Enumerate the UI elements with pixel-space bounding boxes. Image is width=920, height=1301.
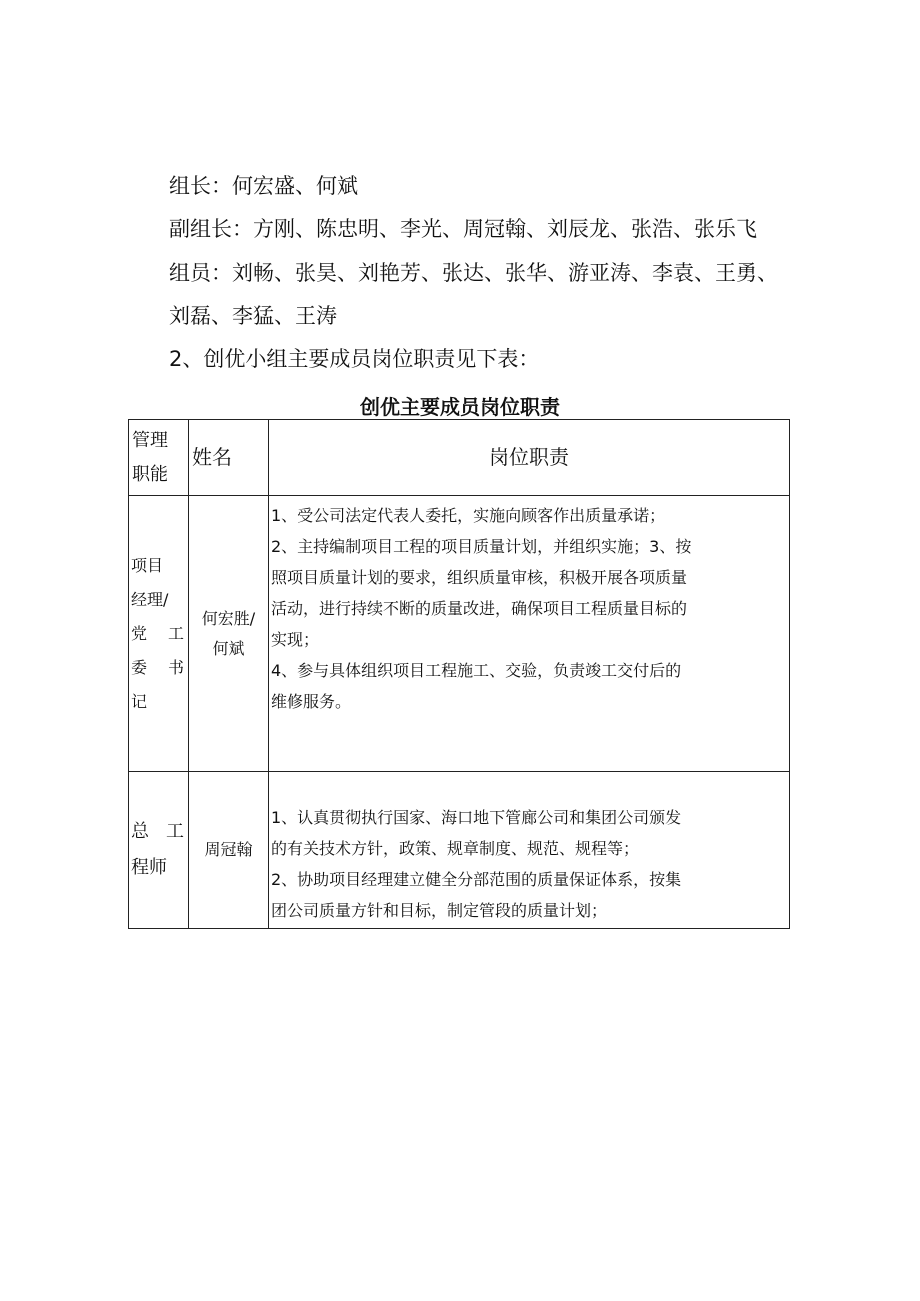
role-char: 党 [131, 623, 148, 643]
name-line: 周冠翰 [204, 840, 253, 859]
role-char: 总 [131, 821, 149, 842]
table-row [129, 496, 790, 772]
members-line-1: 组员：刘畅、张昊、刘艳芳、张达、张华、游亚涛、李袁、王勇、 [169, 261, 778, 285]
members-line-2: 刘磊、李猛、王涛 [169, 304, 337, 328]
duty-line: 活动，进行持续不断的质量改进，确保项目工程质量目标的 [271, 599, 688, 618]
duty-line: 维修服务。 [271, 692, 352, 711]
duty-cell [269, 496, 790, 772]
duty-cell [269, 772, 790, 929]
header-role-line-2: 职能 [132, 463, 168, 485]
role-line: 项目 [131, 555, 164, 575]
name-line: 何斌 [212, 638, 245, 658]
role-line: 记 [131, 691, 148, 711]
table-row [129, 772, 790, 929]
duty-line: 团公司质量方针和目标，制定管段的质量计划； [271, 901, 608, 920]
header-name-cell: 姓名 [189, 420, 269, 496]
role-line-spread [131, 617, 188, 651]
deputy-leader-line: 副组长：方刚、陈忠明、李光、周冠翰、刘辰龙、张浩、张乐飞 [169, 217, 757, 241]
duty-line: 4、参与具体组织项目工程施工、交验，负责竣工交付后的 [271, 661, 682, 680]
duty-line: 2、主持编制项目工程的项目质量计划，并组织实施；3、按 [271, 537, 692, 556]
role-char: 书 [167, 657, 184, 677]
role-line-spread [131, 814, 188, 850]
header-role-cell [129, 420, 189, 496]
role-char: 委 [131, 657, 148, 677]
duty-line: 1、认真贯彻执行国家、海口地下管廊公司和集团公司颁发 [271, 808, 682, 827]
duties-table [128, 419, 790, 929]
table-header-row [129, 420, 790, 496]
role-char: 工 [166, 821, 184, 842]
role-char: 工 [167, 623, 184, 643]
name-cell [189, 772, 269, 929]
role-cell-project-manager [129, 496, 189, 772]
leader-line: 组长：何宏盛、何斌 [169, 174, 358, 198]
header-role-line-1: 管理 [132, 429, 168, 451]
duty-line: 1、受公司法定代表人委托，实施向顾客作出质量承诺； [271, 506, 666, 525]
table-caption: 创优主要成员岗位职责 [360, 395, 560, 419]
role-line: 经理/ [131, 589, 169, 609]
duty-line: 照项目质量计划的要求，组织质量审核，积极开展各项质量 [271, 568, 688, 587]
name-cell [189, 496, 269, 772]
role-line: 程师 [131, 857, 167, 878]
header-duty-cell: 岗位职责 [269, 420, 790, 496]
role-cell-chief-engineer [129, 772, 189, 929]
role-line-spread [131, 651, 188, 685]
name-line: 何宏胜/ [201, 608, 256, 628]
duty-line: 2、协助项目经理建立健全分部范围的质量保证体系，按集 [271, 870, 682, 889]
duty-line: 的有关技术方针，政策、规章制度、规范、规程等； [271, 839, 640, 858]
duty-line: 实现； [271, 630, 320, 649]
table-intro-line: 2、创优小组主要成员岗位职责见下表： [169, 347, 540, 371]
